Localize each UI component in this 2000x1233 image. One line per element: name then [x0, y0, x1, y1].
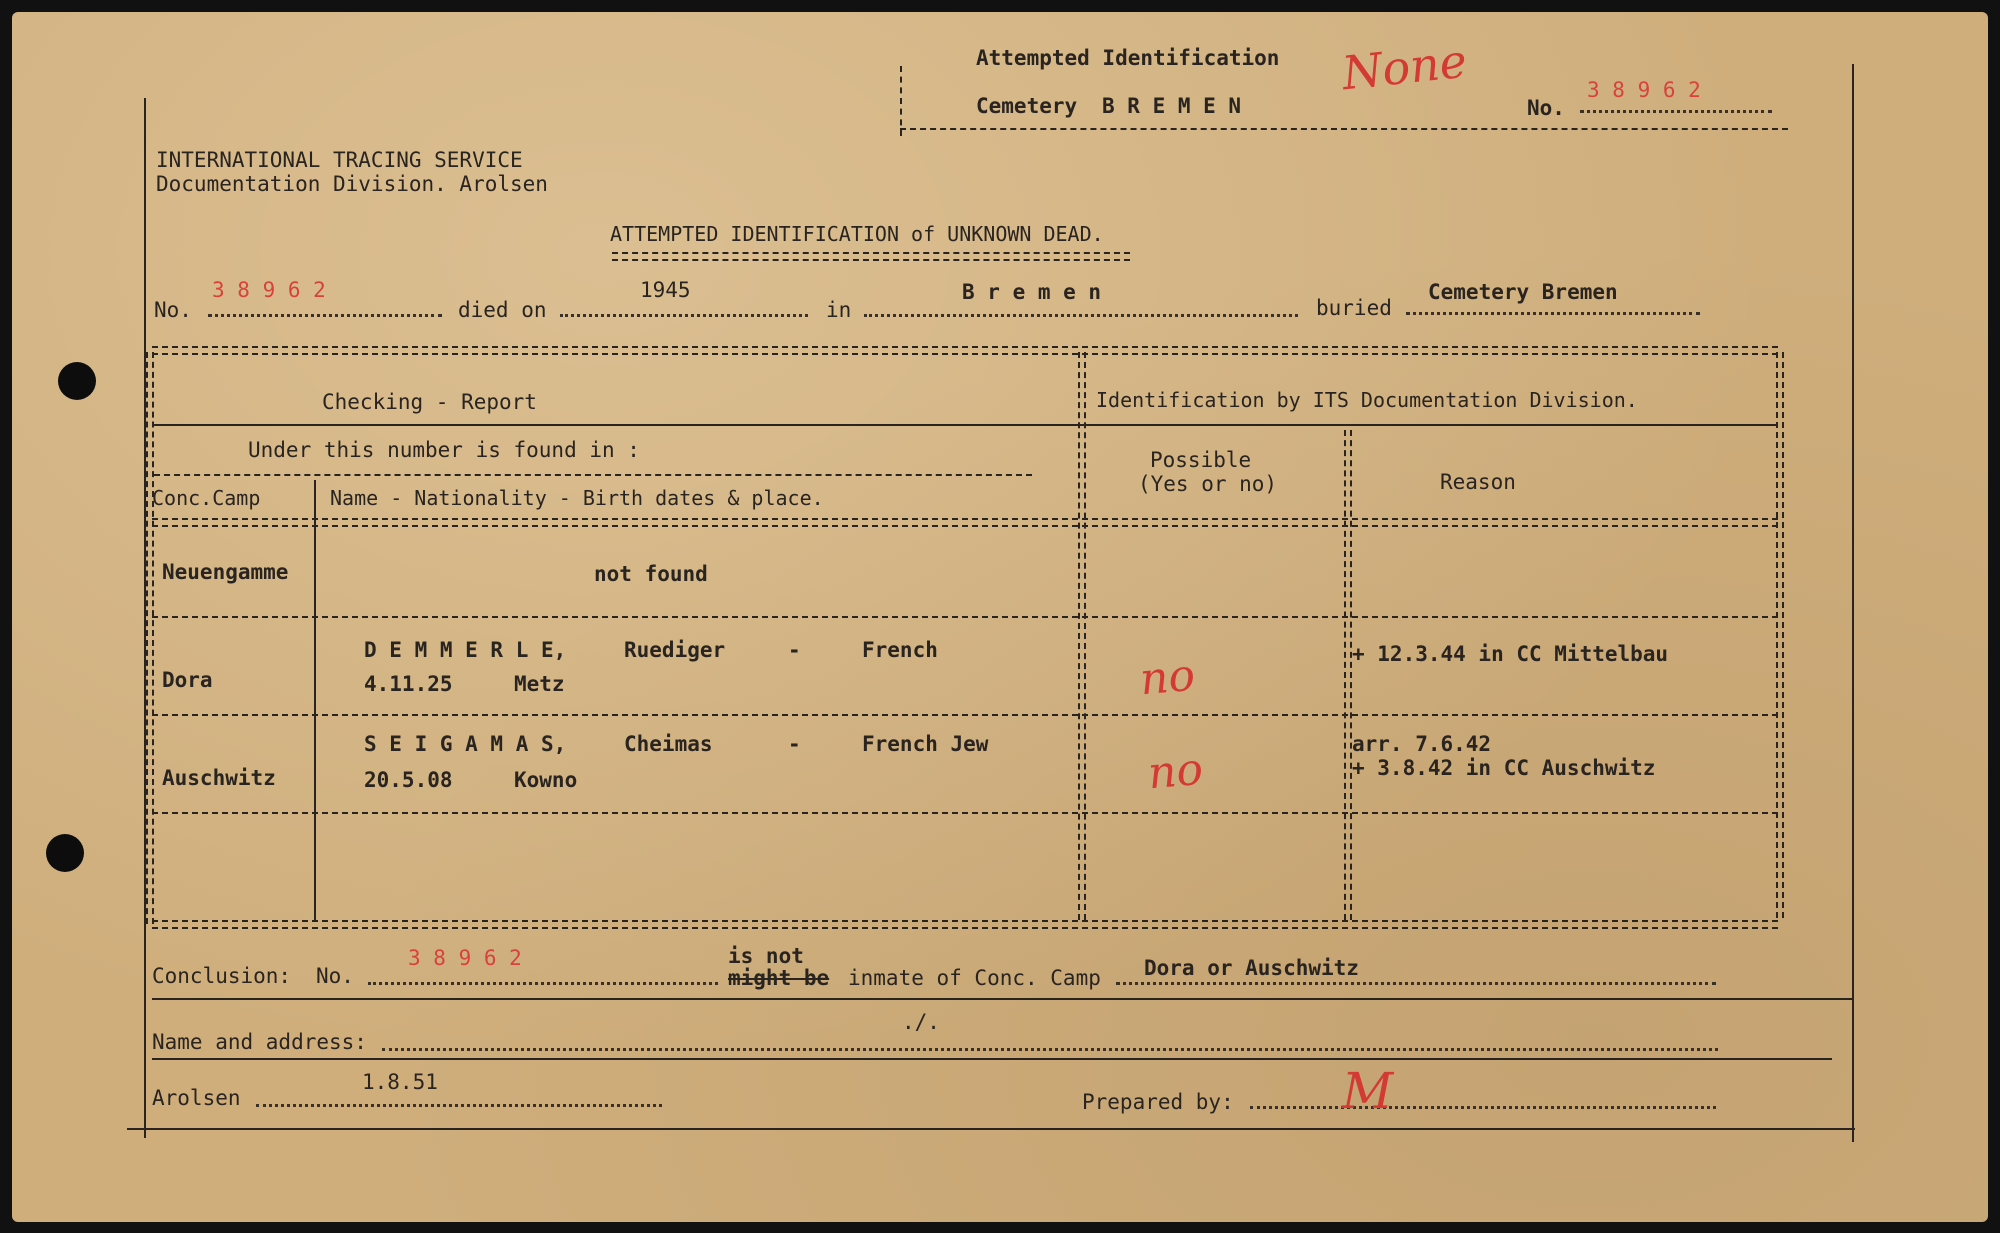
row3-birthdate: 20.5.08	[364, 768, 453, 792]
row3-birthplace: Kowno	[514, 768, 578, 792]
org-line-1: INTERNATIONAL TRACING SERVICE	[156, 148, 523, 172]
place-label: Arolsen	[152, 1086, 241, 1110]
checking-report-header: Checking - Report	[322, 390, 537, 414]
died-on-label: died on	[458, 298, 547, 322]
row2-camp: Dora	[162, 668, 213, 692]
in-dots	[864, 314, 1298, 317]
table-col-divider-main	[1078, 352, 1086, 920]
col-camp-header: Conc.Camp	[152, 486, 261, 510]
row2-nationality: French	[862, 638, 938, 662]
name-address-value: ./.	[902, 1010, 940, 1034]
died-on-dots	[560, 314, 808, 317]
table-top-border	[152, 346, 1778, 355]
prepared-by-initials: M	[1342, 1062, 1394, 1120]
name-address-label: Name and address:	[152, 1030, 367, 1054]
row3-firstname: Cheimas	[624, 732, 713, 756]
record-no-value: 3 8 9 6 2	[212, 278, 326, 302]
document-title: ATTEMPTED IDENTIFICATION of UNKNOWN DEAD.	[610, 222, 1104, 246]
table-col-divider-reason	[1344, 430, 1352, 920]
row-divider-1	[152, 616, 1778, 618]
attempted-identification-label: Attempted Identification	[976, 46, 1280, 70]
table-header-bottom-border	[152, 518, 1778, 527]
table-subheader-line	[152, 424, 1778, 426]
conclusion-is-not: is not	[728, 944, 804, 968]
col-reason-header: Reason	[1440, 470, 1516, 494]
row2-surname: D E M M E R L E,	[364, 638, 567, 662]
row1-camp: Neuengamme	[162, 560, 289, 584]
identification-header: Identification by ITS Documentation Division.	[1096, 388, 1638, 412]
row3-reason-line2: + 3.8.42 in CC Auschwitz	[1352, 756, 1656, 780]
row-divider-3	[152, 812, 1778, 814]
record-no-dots	[208, 314, 442, 317]
row-divider-2	[152, 714, 1778, 716]
conclusion-no-value: 3 8 9 6 2	[408, 946, 522, 970]
row3-reason-line1: arr. 7.6.42	[1352, 732, 1492, 756]
right-border-line	[1852, 64, 1854, 1142]
conclusion-camps-dots	[1116, 982, 1716, 985]
row2-firstname: Ruediger	[624, 638, 726, 662]
row3-dash: -	[788, 732, 801, 756]
org-line-2: Documentation Division. Arolsen	[156, 172, 548, 196]
conclusion-rule	[152, 998, 1852, 1000]
title-underline	[612, 252, 1130, 261]
row3-possible-handwritten: no	[1145, 743, 1205, 800]
header-box-bottom-line	[900, 128, 1788, 130]
punch-hole-top	[58, 362, 96, 400]
buried-label: buried	[1316, 296, 1392, 320]
date-value: 1.8.51	[362, 1070, 438, 1094]
prepared-by-dots	[1250, 1106, 1716, 1109]
row3-surname: S E I G A M A S,	[364, 732, 567, 756]
header-no-label: No.	[1527, 96, 1565, 120]
row1-not-found: not found	[594, 562, 708, 586]
bottom-border-line	[127, 1128, 1855, 1130]
prepared-by-label: Prepared by:	[1082, 1090, 1234, 1114]
under-number-line	[154, 474, 1032, 476]
table-left-border	[146, 352, 154, 924]
conclusion-might-be-struck: might be	[728, 966, 830, 990]
table-right-border	[1776, 352, 1784, 918]
col-possible-header-2: (Yes or no)	[1138, 472, 1278, 496]
header-no-value: 3 8 9 6 2	[1587, 78, 1701, 102]
row3-camp: Auschwitz	[162, 766, 276, 790]
in-label: in	[826, 298, 852, 322]
date-dots	[256, 1104, 662, 1107]
row2-reason: + 12.3.44 in CC Mittelbau	[1352, 642, 1669, 666]
record-no-label: No.	[154, 298, 192, 322]
row3-nationality: French Jew	[862, 732, 989, 756]
under-number-header: Under this number is found in :	[248, 438, 640, 462]
name-address-dots	[382, 1048, 1718, 1051]
header-no-dots	[1580, 110, 1772, 113]
cemetery-label: Cemetery	[976, 94, 1078, 118]
document-card	[12, 12, 1988, 1222]
buried-value: Cemetery Bremen	[1428, 280, 1618, 304]
conclusion-label: Conclusion:	[152, 964, 292, 988]
died-on-value: 1945	[640, 278, 691, 302]
conclusion-camps: Dora or Auschwitz	[1144, 956, 1359, 980]
in-value: B r e m e n	[962, 280, 1102, 304]
row2-birthplace: Metz	[514, 672, 565, 696]
table-col-divider-camp	[314, 480, 316, 920]
conclusion-no-dots	[368, 982, 718, 985]
row2-birthdate: 4.11.25	[364, 672, 453, 696]
name-address-rule	[152, 1058, 1832, 1060]
row2-dash: -	[788, 638, 801, 662]
punch-hole-bottom	[46, 834, 84, 872]
conclusion-no-label: No.	[316, 964, 354, 988]
buried-dots	[1406, 312, 1700, 315]
header-box-left-line	[900, 66, 902, 136]
row2-possible-handwritten: no	[1137, 649, 1197, 706]
none-handwritten: None	[1339, 33, 1470, 101]
conclusion-inmate-text: inmate of Conc. Camp	[848, 966, 1101, 990]
cemetery-name: B R E M E N	[1102, 94, 1242, 118]
col-possible-header-1: Possible	[1150, 448, 1252, 472]
col-name-header: Name - Nationality - Birth dates & place.	[330, 486, 824, 510]
table-bottom-border	[152, 920, 1778, 929]
